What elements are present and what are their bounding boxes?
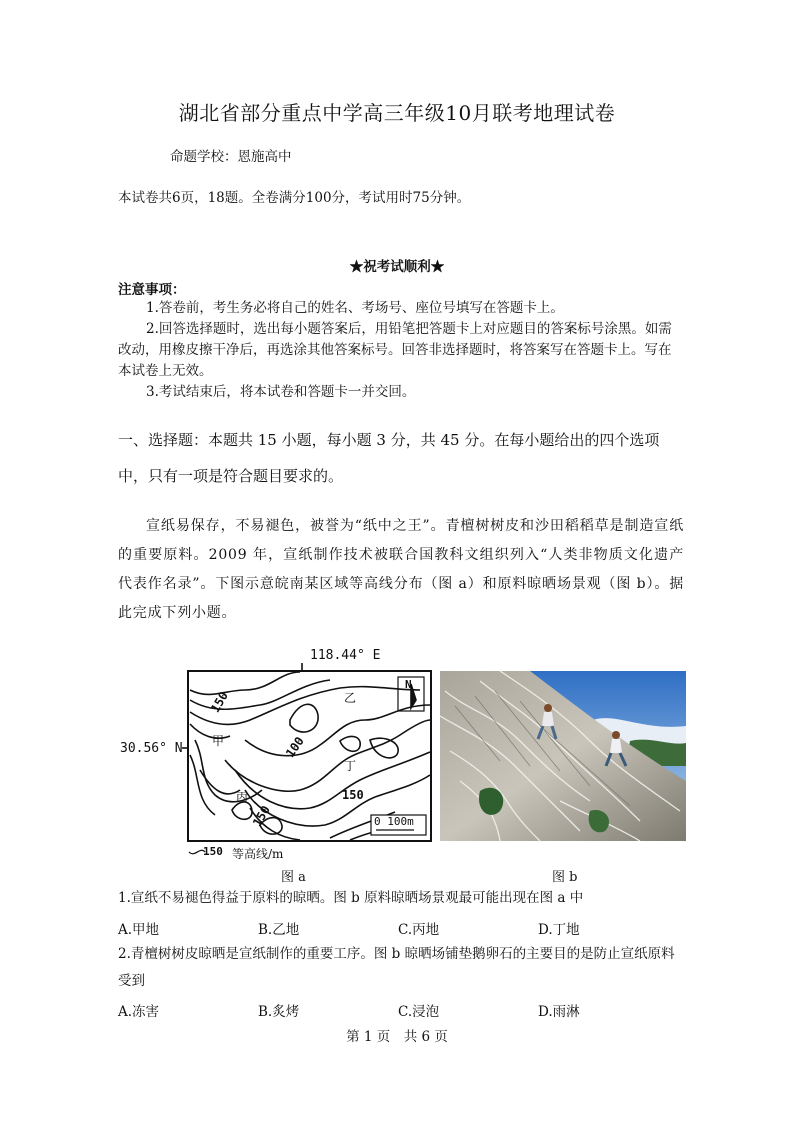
q1-option-c[interactable]: C.丙地 bbox=[398, 922, 440, 938]
page-footer: 第 1 页 共 6 页 bbox=[346, 1029, 448, 1045]
question-1-stem: 1.宣纸不易褪色得益于原料的晾晒。图 b 原料晾晒场景观最可能出现在图 a 中 bbox=[118, 890, 584, 906]
good-luck-banner: ★祝考试顺利★ bbox=[349, 259, 445, 275]
notice-heading: 注意事项： bbox=[118, 282, 186, 298]
section-heading: 一、选择题：本题共 15 小题，每小题 3 分，共 45 分。在每小题给出的四个选项中，只有一项是符合题目要求的。 bbox=[118, 431, 660, 485]
q1-option-b[interactable]: B.乙地 bbox=[258, 922, 300, 938]
point-bing: 丙 bbox=[236, 790, 249, 804]
caption-a: 图 a bbox=[281, 870, 306, 885]
contour-label-150-b: 150 bbox=[250, 803, 273, 829]
scale-label: 0 100m bbox=[374, 815, 414, 828]
point-yi: 乙 bbox=[344, 691, 357, 705]
exam-title: 湖北省部分重点中学高三年级10月联考地理试卷 bbox=[178, 101, 616, 125]
north-label: N bbox=[405, 678, 412, 691]
q2-option-d[interactable]: D.雨淋 bbox=[538, 1004, 580, 1020]
notice-item-3: 3.考试结束后，将本试卷和答题卡一并交回。 bbox=[146, 384, 416, 400]
reading-passage: 宣纸易保存，不易褪色，被誉为“纸中之王”。青檀树树皮和沙田稻稻草是制造宣纸的重要原料。2009 年，宣纸制作技术被联合国教科文组织列入“人类非物质文化遗产代表作名录”。下图示意皖南某区域等高线分布（图 a）和原料晾晒场景观（图 b）。据此完成下列小题。 bbox=[118, 518, 684, 621]
legend-value: 150 bbox=[203, 845, 223, 858]
point-ding: 丁 bbox=[344, 759, 357, 773]
drying-field-photo bbox=[440, 671, 686, 841]
contour-label-150-a: 150 bbox=[208, 689, 231, 715]
caption-b: 图 b bbox=[552, 870, 578, 885]
question-2-stem: 2.青檀树树皮晾晒是宣纸制作的重要工序。图 b 晾晒场铺垫鹅卵石的主要目的是防止宣纸原料受到 bbox=[118, 946, 675, 989]
exam-info: 本试卷共6页，18题。全卷满分100分，考试用时75分钟。 bbox=[118, 190, 471, 206]
longitude-label: 118.44° E bbox=[310, 648, 381, 663]
notice-item-2: 2.回答选择题时，选出每小题答案后，用铅笔把答题卡上对应题目的答案标号涂黑。如需改动，用橡皮擦干净后，再选涂其他答案标号。回答非选择题时，将答案写在答题卡上。写在本试卷上无效。 bbox=[118, 321, 672, 379]
q2-option-c[interactable]: C.浸泡 bbox=[398, 1004, 440, 1020]
q2-option-b[interactable]: B.炙烤 bbox=[258, 1004, 300, 1020]
latitude-label: 30.56° N bbox=[120, 741, 183, 756]
point-jia: 甲 bbox=[212, 734, 225, 748]
q1-option-d[interactable]: D.丁地 bbox=[538, 922, 580, 938]
setter-school: 命题学校：恩施高中 bbox=[170, 149, 292, 165]
q1-option-a[interactable]: A.甲地 bbox=[118, 922, 160, 938]
notice-item-1: 1.答卷前，考生务必将自己的姓名、考场号、座位号填写在答题卡上。 bbox=[146, 300, 564, 316]
contour-label-100: 100 bbox=[283, 734, 307, 761]
legend-label: 等高线/m bbox=[232, 847, 284, 861]
contour-label-150-c: 150 bbox=[342, 788, 364, 802]
q2-option-a[interactable]: A.冻害 bbox=[118, 1004, 160, 1020]
